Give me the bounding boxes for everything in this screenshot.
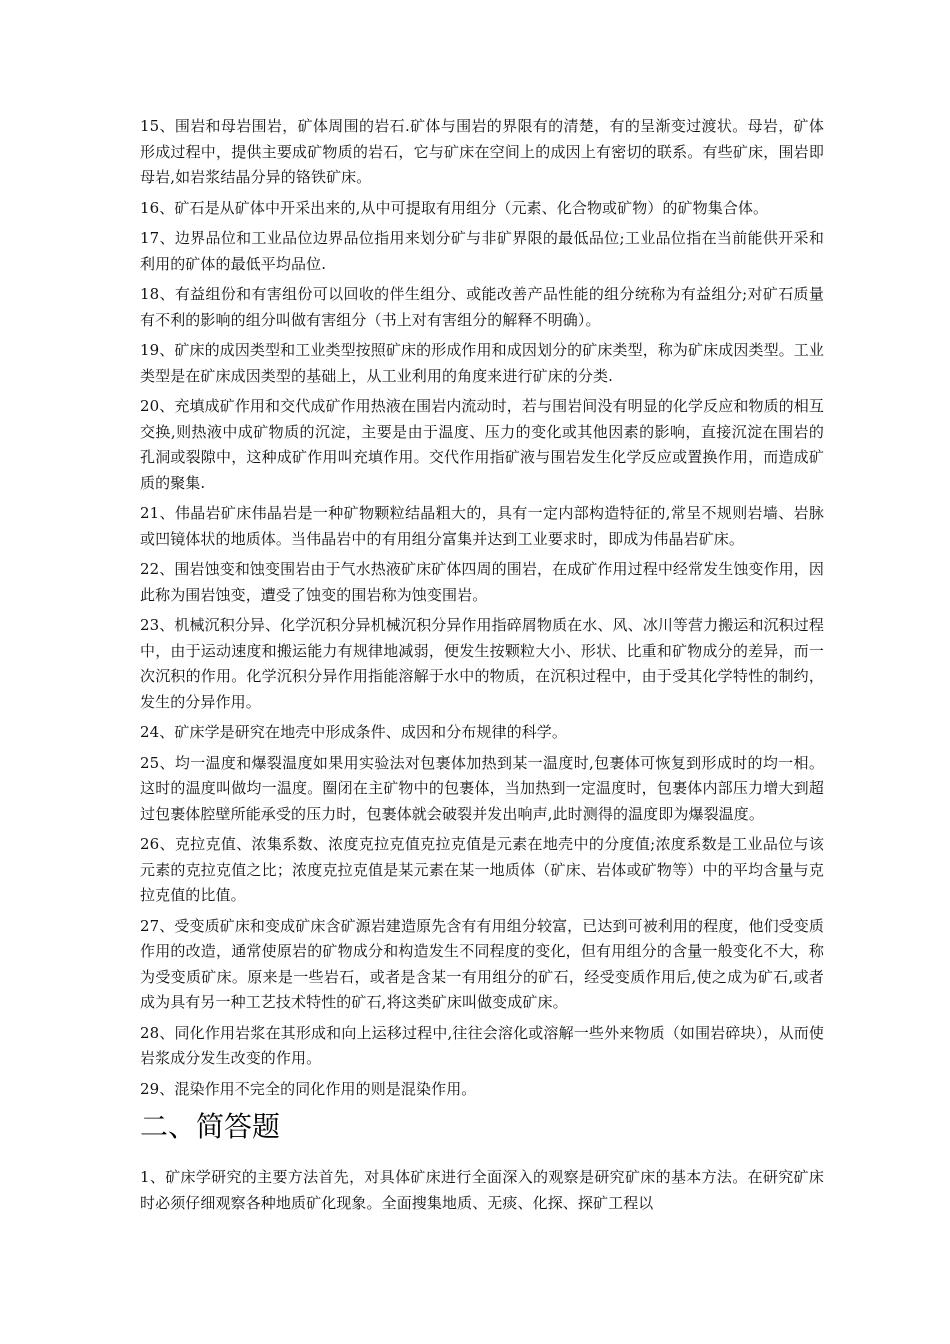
term-23-paragraph: 23、机械沉积分异、化学沉积分异机械沉积分异作用指碎屑物质在水、风、冰川等营力搬运和沉积过程中，由于运动速度和搬运能力有规律地减弱，便发生按颗粒大小、形状、比重和矿物成分的差异，而一次沉积的作用。化学沉积分异作用指能溶解于水中的物质，在沉积过程中，由于受其化学特性的制约，发生的分异作用。	[140, 616, 824, 711]
term-22-paragraph: 22、围岩蚀变和蚀变围岩由于气水热液矿床矿体四周的围岩，在成矿作用过程中经常发生蚀变作用，因此称为围岩蚀变，遭受了蚀变的围岩称为蚀变围岩。	[140, 560, 824, 604]
term-18-paragraph: 18、有益组份和有害组份可以回收的伴生组分、或能改善产品性能的组分统称为有益组分;对矿石质量有不利的影响的组分叫做有害组分（书上对有害组分的解释不明确）。	[140, 285, 824, 329]
section-heading: 二、简答题	[140, 1110, 281, 1143]
document-body	[140, 114, 824, 1221]
term-26-paragraph: 26、克拉克值、浓集系数、浓度克拉克值克拉克值是元素在地壳中的分度值;浓度系数是工业品位与该元素的克拉克值之比；浓度克拉克值是某元素在某一地质体（矿床、岩体或矿物等）中的平均含量与克拉克值的比值。	[140, 835, 824, 904]
term-28-paragraph: 28、同化作用岩浆在其形成和向上运移过程中,往往会溶化或溶解一些外来物质（如围岩碎块），从而使岩浆成分发生改变的作用。	[140, 1023, 824, 1067]
term-21-paragraph: 21、伟晶岩矿床伟晶岩是一种矿物颗粒结晶粗大的，具有一定内部构造特征的,常呈不规则岩墙、岩脉或凹镜体状的地质体。当伟晶岩中的有用组分富集并达到工业要求时，即成为伟晶岩矿床。	[140, 504, 824, 548]
answer-1-paragraph: 1、矿床学研究的主要方法首先，对具体矿床进行全面深入的观察是研究矿床的基本方法。在研究矿床时必须仔细观察各种地质矿化现象。全面搜集地质、无痰、化探、探矿工程以	[140, 1168, 824, 1212]
term-15-paragraph: 15、围岩和母岩围岩，矿体周围的岩石.矿体与围岩的界限有的清楚，有的呈渐变过渡状。母岩，矿体形成过程中，提供主要成矿物质的岩石，它与矿床在空间上的成因上有密切的联系。有些矿床，围岩即母岩,如岩浆结晶分异的铬铁矿床。	[140, 117, 824, 186]
term-27-paragraph: 27、受变质矿床和变成矿床含矿源岩建造原先含有有用组分较富，已达到可被利用的程度，他们受变质作用的改造，通常使原岩的矿物成分和构造发生不同程度的变化，但有用组分的含量一般变化不大，称为受变质矿床。原来是一些岩石，或者是含某一有用组分的矿石，经受变质作用后,使之成为矿石,或者成为具有另一种工艺技术特性的矿石,将这类矿床叫做变成矿床。	[140, 916, 824, 1011]
term-17-paragraph: 17、边界品位和工业品位边界品位指用来划分矿与非矿界限的最低品位;工业品位指在当前能供开采和利用的矿体的最低平均品位.	[140, 229, 824, 273]
term-29-paragraph: 29、混染作用不完全的同化作用的则是混染作用。	[140, 1079, 477, 1098]
term-20-paragraph: 20、充填成矿作用和交代成矿作用热液在围岩内流动时，若与围岩间没有明显的化学反应和物质的相互交换,则热液中成矿物质的沉淀，主要是由于温度、压力的变化或其他因素的影响，直接沉淀在围岩的孔洞或裂隙中，这种成矿作用叫充填作用。交代作用指矿液与围岩发生化学反应或置换作用，而造成矿质的聚集.	[140, 397, 824, 492]
term-24-paragraph: 24、矿床学是研究在地壳中形成条件、成因和分布规律的科学。	[140, 723, 567, 741]
term-16-paragraph: 16、矿石是从矿体中开采出来的,从中可提取有用组分（元素、化合物或矿物）的矿物集合体。	[140, 198, 769, 217]
term-19-paragraph: 19、矿床的成因类型和工业类型按照矿床的形成作用和成因划分的矿床类型，称为矿床成因类型。工业类型是在矿床成因类型的基础上，从工业利用的角度来进行矿床的分类.	[140, 341, 824, 385]
term-25-paragraph: 25、均一温度和爆裂温度如果用实验法对包裹体加热到某一温度时,包裹体可恢复到形成时的均一相。这时的温度叫做均一温度。圈闭在主矿物中的包裹体，当加热到一定温度时，包裹体内部压力增大到超过包裹体腔壁所能承受的压力时，包裹体就会破裂并发出响声,此时测得的温度即为爆裂温度。	[140, 753, 824, 823]
